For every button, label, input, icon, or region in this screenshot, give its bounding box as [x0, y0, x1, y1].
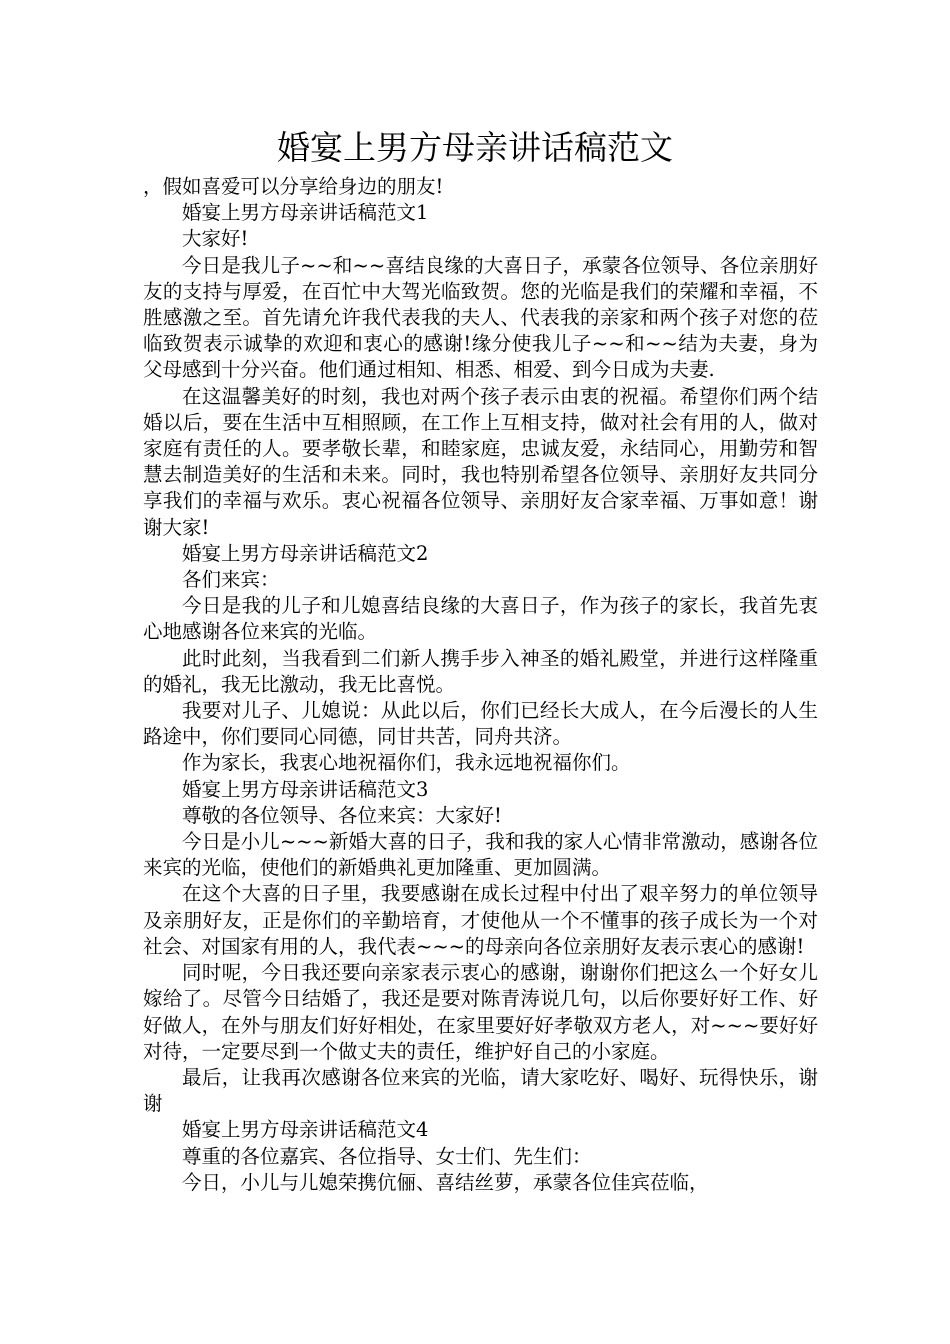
paragraph: 在这温馨美好的时刻，我也对两个孩子表示由衷的祝福。希望你们两个结婚以后，要在生活中互相照顾，在工作上互相支持，做对社会有用的人，做对家庭有责任的人。要孝敬长辈，和睦家庭，忠诚友爱，永结同心，用勤劳和智慧去制造美好的生活和未来。同时，我也特别希望各位领导、亲朋好友共同分享我们的幸福与欢乐。衷心祝福各位领导、亲朋好友合家幸福、万事如意！谢谢大家!	[143, 384, 818, 539]
salutation: 尊重的各位嘉宾、各位指导、女士们、先生们：	[182, 1144, 592, 1168]
section-heading: 婚宴上男方母亲讲话稿范文1	[182, 201, 429, 225]
paragraph: 今日是我儿子~~和~~喜结良缘的大喜日子，承蒙各位领导、各位亲朋好友的支持与厚爱，在百忙中大驾光临致贺。您的光临是我们的荣耀和幸福，不胜感激之至。首先请允许我代表我的夫人、代表我的亲家和两个孩子对您的莅临致贺表示诚挚的欢迎和衷心的感谢!缘分使我儿子~~和~~结为夫妻，身为父母感到十分兴奋。他们通过相知、相悉、相爱、到今日成为夫妻.	[143, 253, 818, 382]
paragraph: 作为家长，我衷心地祝福你们，我永远地祝福你们。	[182, 751, 631, 775]
salutation: 大家好!	[182, 227, 249, 251]
paragraph: 同时呢，今日我还要向亲家表示衷心的感谢，谢谢你们把这么一个好女儿嫁给了。尽管今日结婚了，我还是要对陈青涛说几句，以后你要好好工作、好好做人，在外与朋友们好好相处，在家里要好好孝敬双方老人，对~~~要好好对待，一定要尽到一个做丈夫的责任，维护好自己的小家庭。	[143, 961, 818, 1063]
paragraph: 我要对儿子、儿媳说：从此以后，你们已经长大成人，在今后漫长的人生路途中，你们要同心同德，同甘共苦，同舟共济。	[143, 699, 818, 749]
paragraph: 今日是我的儿子和儿媳喜结良缘的大喜日子，作为孩子的家长，我首先衷心地感谢各位来宾的光临。	[143, 594, 818, 644]
salutation: 尊敬的各位领导、各位来宾：大家好!	[182, 803, 502, 827]
paragraph: 此时此刻，当我看到二们新人携手步入神圣的婚礼殿堂，并进行这样隆重的婚礼，我无比激动，我无比喜悦。	[143, 646, 818, 696]
salutation: 各们来宾：	[182, 568, 280, 592]
paragraph: 今日，小儿与儿媳荣携伉俪、喜结丝萝，承蒙各位佳宾莅临，	[182, 1170, 709, 1194]
section-heading: 婚宴上男方母亲讲话稿范文4	[182, 1118, 429, 1142]
paragraph: 最后，让我再次感谢各位来宾的光临，请大家吃好、喝好、玩得快乐，谢谢	[143, 1065, 818, 1116]
section-heading: 婚宴上男方母亲讲话稿范文3	[182, 777, 429, 801]
page-title: 婚宴上男方母亲讲话稿范文	[277, 128, 673, 167]
paragraph: 今日是小儿~~~新婚大喜的日子，我和我的家人心情非常激动，感谢各位来宾的光临，使他们的新婚典礼更加隆重、更加圆满。	[143, 830, 818, 880]
document-body	[143, 174, 818, 1196]
paragraph: ，假如喜爱可以分享给身边的朋友!	[143, 175, 444, 198]
section-heading: 婚宴上男方母亲讲话稿范文2	[182, 541, 429, 565]
paragraph: 在这个大喜的日子里，我要感谢在成长过程中付出了艰辛努力的单位领导及亲朋好友，正是你们的辛勤培育，才使他从一个不懂事的孩子成长为一个对社会、对国家有用的人，我代表~~~的母亲向各位亲朋好友表示衷心的感谢!	[143, 882, 818, 958]
